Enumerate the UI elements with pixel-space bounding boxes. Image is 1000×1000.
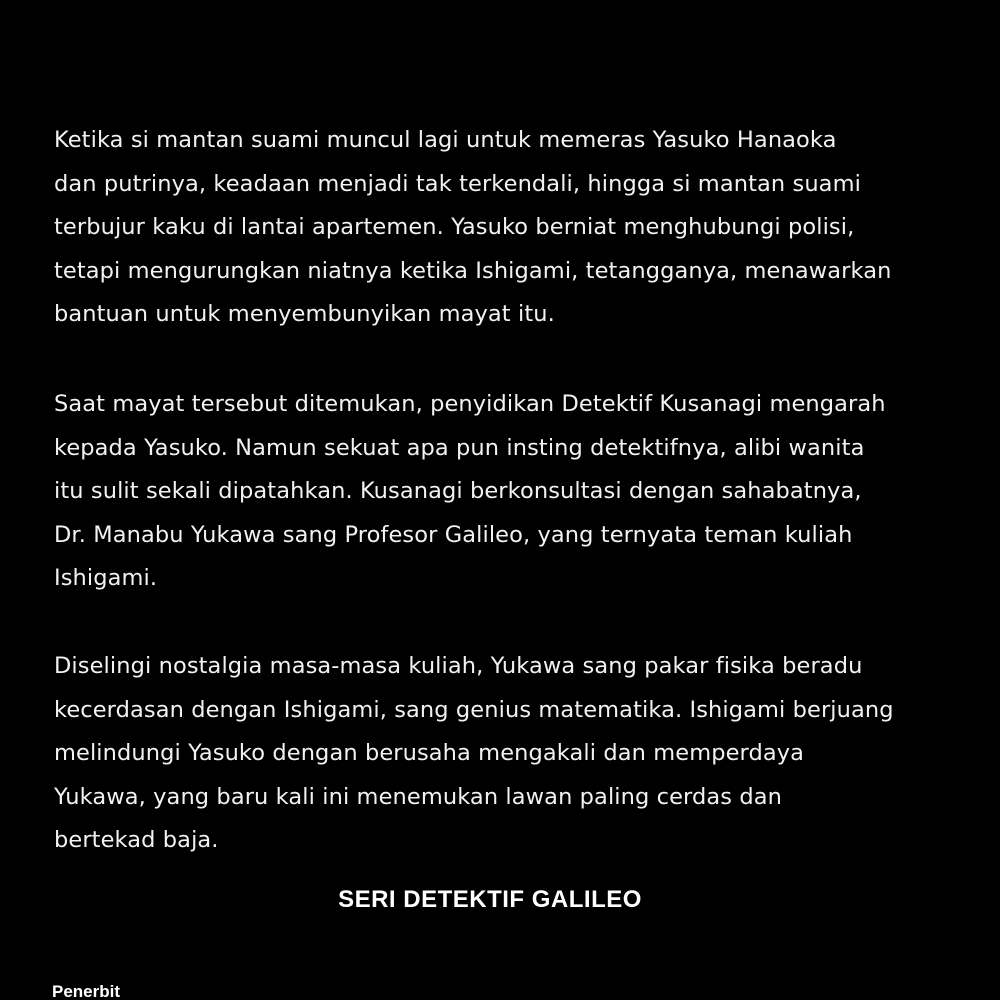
blurb-line: Saat mayat tersebut ditemukan, penyidikan Detektif Kusanagi mengarah [54,391,886,417]
blurb-line: kepada Yasuko. Namun sekuat apa pun insting detektifnya, alibi wanita [54,434,865,461]
series-title: SERI DETEKTIF GALILEO [338,886,642,913]
blurb-line: tetapi mengurungkan niatnya ketika Ishigami, tetangganya, menawarkan [54,257,892,284]
blurb-line: dan putrinya, keadaan menjadi tak terkendali, hingga si mantan suami [54,170,861,197]
publisher-label: Penerbit [52,982,121,1000]
blurb-line: Ketika si mantan suami muncul lagi untuk memeras Yasuko Hanaoka [54,127,837,153]
blurb-line: Diselingi nostalgia masa-masa kuliah, Yukawa sang pakar fisika beradu [54,653,863,679]
blurb-line: Ishigami. [54,565,158,591]
blurb-line: melindungi Yasuko dengan berusaha mengakali dan memperdaya [54,740,805,766]
blurb-line: kecerdasan dengan Ishigami, sang genius matematika. Ishigami berjuang [54,696,894,723]
blurb-line: Dr. Manabu Yukawa sang Profesor Galileo, yang ternyata teman kuliah [54,521,853,548]
blurb-paragraph-2 [54,383,934,601]
blurb-paragraph-1 [54,119,934,337]
blurb-line: Yukawa, yang baru kali ini menemukan lawan paling cerdas dan [54,783,782,810]
blurb-line: bertekad baja. [54,827,219,853]
blurb-line: terbujur kaku di lantai apartemen. Yasuko berniat menghubungi polisi, [54,214,855,240]
blurb-paragraph-3 [54,645,934,863]
blurb-line: bantuan untuk menyembunyikan mayat itu. [54,301,555,327]
blurb-line: itu sulit sekali dipatahkan. Kusanagi berkonsultasi dengan sahabatnya, [54,478,862,504]
